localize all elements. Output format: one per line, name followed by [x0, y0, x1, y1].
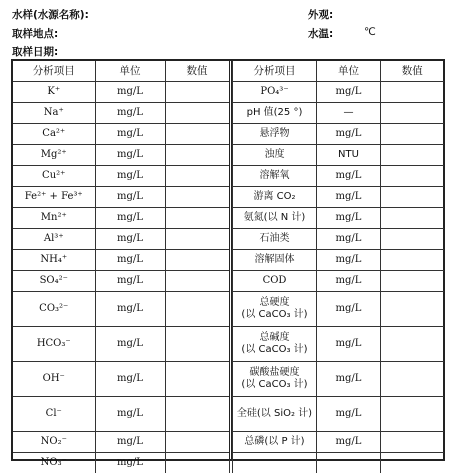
left-cell-unit: mg/L: [95, 396, 165, 431]
left-cell-value[interactable]: [165, 186, 229, 207]
right-cell-value[interactable]: [381, 144, 444, 165]
right-header-unit: 单位: [317, 61, 381, 81]
table-row: [233, 431, 444, 452]
right-cell-item: 游离 CO₂: [233, 186, 317, 207]
left-cell-value[interactable]: [165, 228, 229, 249]
right-cell-unit: mg/L: [317, 326, 381, 361]
left-cell-unit: mg/L: [95, 361, 165, 396]
right-cell-item: 总硬度 (以 CaCO₃ 计): [233, 291, 317, 326]
right-cell-item: 浊度: [233, 144, 317, 165]
table-row: [233, 361, 444, 396]
table-row: [13, 291, 229, 326]
table-row: [13, 270, 229, 291]
right-cell-item: 悬浮物: [233, 123, 317, 144]
right-cell-value[interactable]: [381, 81, 444, 102]
left-cell-value[interactable]: [165, 123, 229, 144]
left-cell-unit: mg/L: [95, 270, 165, 291]
left-cell-item: NH₄⁺: [13, 249, 95, 270]
left-cell-item: CO₃²⁻: [13, 291, 95, 326]
right-cell-item: [233, 452, 317, 473]
appearance-label: 外观:: [308, 9, 334, 21]
left-cell-unit: mg/L: [95, 431, 165, 452]
right-header-item: 分析项目: [233, 61, 317, 81]
left-cell-unit: mg/L: [95, 452, 165, 473]
table-row: [13, 396, 229, 431]
left-cell-value[interactable]: [165, 81, 229, 102]
right-cell-unit: mg/L: [317, 81, 381, 102]
right-cell-item: 氨氮(以 N 计): [233, 207, 317, 228]
left-cell-item: NO₂⁻: [13, 431, 95, 452]
left-cell-item: K⁺: [13, 81, 95, 102]
left-cell-unit: mg/L: [95, 291, 165, 326]
left-cell-value[interactable]: [165, 144, 229, 165]
right-cell-value[interactable]: [381, 291, 444, 326]
left-cell-value[interactable]: [165, 452, 229, 473]
table-row: [13, 452, 229, 473]
table-row: [13, 326, 229, 361]
right-cell-unit: mg/L: [317, 361, 381, 396]
right-header-row: [233, 61, 444, 81]
table-row: [13, 207, 229, 228]
left-table: [13, 61, 230, 473]
right-cell-item: 碳酸盐硬度 (以 CaCO₃ 计): [233, 361, 317, 396]
table-row: [233, 326, 444, 361]
temp-unit: ℃: [364, 26, 376, 38]
left-cell-value[interactable]: [165, 361, 229, 396]
table-row: [13, 165, 229, 186]
right-cell-value[interactable]: [381, 228, 444, 249]
right-cell-value[interactable]: [381, 431, 444, 452]
right-cell-value[interactable]: [381, 186, 444, 207]
left-cell-value[interactable]: [165, 326, 229, 361]
right-cell-value[interactable]: [381, 207, 444, 228]
right-cell-unit: mg/L: [317, 270, 381, 291]
left-header-item: 分析项目: [13, 61, 95, 81]
right-cell-item: 总磷(以 P 计): [233, 431, 317, 452]
left-cell-value[interactable]: [165, 207, 229, 228]
table-row: [233, 102, 444, 123]
right-cell-unit: mg/L: [317, 249, 381, 270]
table-row: [233, 123, 444, 144]
location-label: 取样地点:: [12, 28, 59, 40]
right-cell-item: 总碱度 (以 CaCO₃ 计): [233, 326, 317, 361]
right-header-value: 数值: [381, 61, 444, 81]
right-cell-unit: NTU: [317, 144, 381, 165]
left-cell-value[interactable]: [165, 249, 229, 270]
date-label: 取样日期:: [12, 46, 59, 58]
left-cell-unit: mg/L: [95, 123, 165, 144]
left-cell-unit: mg/L: [95, 144, 165, 165]
right-cell-unit: mg/L: [317, 228, 381, 249]
table-row: [13, 249, 229, 270]
right-cell-value[interactable]: [381, 452, 444, 473]
left-cell-unit: mg/L: [95, 249, 165, 270]
table-row: [233, 81, 444, 102]
right-cell-value[interactable]: [381, 270, 444, 291]
right-cell-unit: mg/L: [317, 165, 381, 186]
right-cell-value[interactable]: [381, 249, 444, 270]
left-cell-unit: mg/L: [95, 326, 165, 361]
left-cell-value[interactable]: [165, 165, 229, 186]
table-row: [13, 102, 229, 123]
left-cell-item: Cu²⁺: [13, 165, 95, 186]
right-cell-item: COD: [233, 270, 317, 291]
right-cell-unit: mg/L: [317, 291, 381, 326]
right-cell-unit: mg/L: [317, 396, 381, 431]
table-row: [13, 123, 229, 144]
left-cell-unit: mg/L: [95, 81, 165, 102]
left-cell-item: NO₃⁻: [13, 452, 95, 473]
table-row: [13, 361, 229, 396]
left-cell-item: SO₄²⁻: [13, 270, 95, 291]
right-cell-unit: [317, 452, 381, 473]
left-cell-value[interactable]: [165, 431, 229, 452]
right-cell-unit: mg/L: [317, 207, 381, 228]
right-cell-unit: mg/L: [317, 431, 381, 452]
table-row: [233, 144, 444, 165]
left-cell-item: OH⁻: [13, 361, 95, 396]
left-cell-value[interactable]: [165, 270, 229, 291]
right-cell-value[interactable]: [381, 396, 444, 431]
left-cell-item: HCO₃⁻: [13, 326, 95, 361]
right-cell-value[interactable]: [381, 102, 444, 123]
left-cell-item: Na⁺: [13, 102, 95, 123]
right-cell-value[interactable]: [381, 165, 444, 186]
table-row: [233, 165, 444, 186]
right-cell-unit: mg/L: [317, 123, 381, 144]
table-row: [13, 81, 229, 102]
table-row: [13, 186, 229, 207]
right-cell-item: pH 值(25 °): [233, 102, 317, 123]
table-row: [233, 452, 444, 473]
right-cell-value[interactable]: [381, 361, 444, 396]
right-cell-item: 溶解固体: [233, 249, 317, 270]
right-cell-value[interactable]: [381, 123, 444, 144]
left-cell-value[interactable]: [165, 291, 229, 326]
table-row: [233, 228, 444, 249]
left-cell-value[interactable]: [165, 102, 229, 123]
left-cell-item: Cl⁻: [13, 396, 95, 431]
water-temp-label: 水温:: [308, 28, 334, 40]
left-cell-value[interactable]: [165, 396, 229, 431]
right-cell-unit: mg/L: [317, 186, 381, 207]
right-cell-item: 石油类: [233, 228, 317, 249]
table-row: [233, 270, 444, 291]
right-cell-item: 全硅(以 SiO₂ 计): [233, 396, 317, 431]
right-cell-item: PO₄³⁻: [233, 81, 317, 102]
left-cell-item: Fe²⁺ + Fe³⁺: [13, 186, 95, 207]
table-row: [233, 249, 444, 270]
right-cell-unit: —: [317, 102, 381, 123]
left-cell-unit: mg/L: [95, 207, 165, 228]
left-cell-unit: mg/L: [95, 102, 165, 123]
sample-name-label: 水样(水源名称):: [12, 9, 89, 21]
left-cell-unit: mg/L: [95, 165, 165, 186]
left-header-value: 数值: [165, 61, 229, 81]
left-cell-item: Ca²⁺: [13, 123, 95, 144]
table-row: [233, 291, 444, 326]
left-cell-item: Mn²⁺: [13, 207, 95, 228]
table-row: [13, 431, 229, 452]
left-cell-item: Mg²⁺: [13, 144, 95, 165]
left-header-unit: 单位: [95, 61, 165, 81]
water-analysis-table: [11, 59, 445, 468]
right-cell-value[interactable]: [381, 326, 444, 361]
table-row: [13, 228, 229, 249]
right-cell-item: 溶解氧: [233, 165, 317, 186]
table-row: [13, 144, 229, 165]
left-header-row: [13, 61, 229, 81]
left-cell-unit: mg/L: [95, 228, 165, 249]
table-row: [233, 396, 444, 431]
left-cell-item: Al³⁺: [13, 228, 95, 249]
table-row: [233, 186, 444, 207]
right-table: [232, 61, 444, 473]
table-row: [233, 207, 444, 228]
left-cell-unit: mg/L: [95, 186, 165, 207]
